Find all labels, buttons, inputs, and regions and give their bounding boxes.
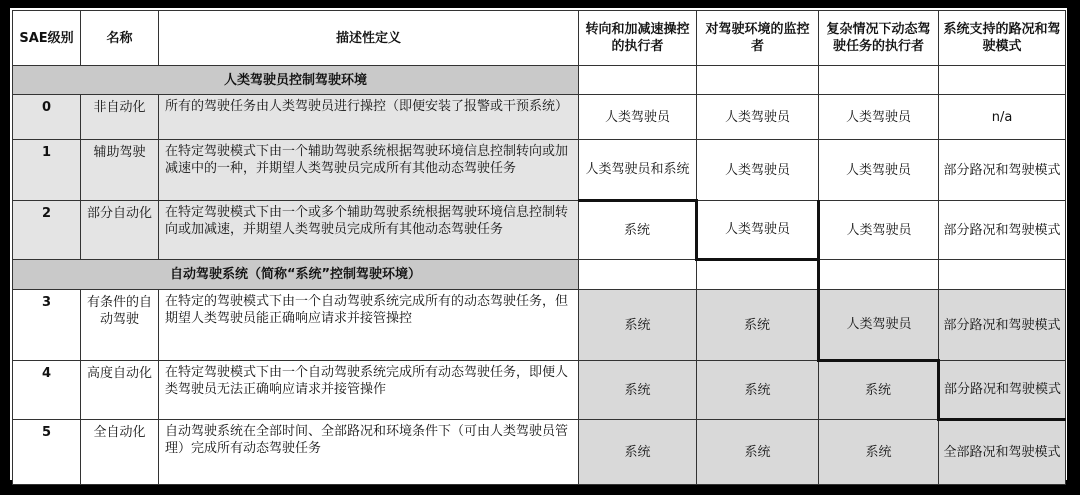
level-cell: 1: [13, 140, 81, 201]
header-steering-executor: 转向和加减速操控的执行者: [579, 11, 697, 66]
section-blank: [697, 260, 819, 290]
mode-cell: 部分路况和驾驶模式: [939, 140, 1066, 201]
section-label-system: 自动驾驶系统（简称“系统”控制驾驶环境）: [13, 260, 579, 290]
description-cell: 在特定驾驶模式下由一个辅助驾驶系统根据驾驶环境信息控制转向或加减速中的一种，并期望人类驾驶员完成所有其他动态驾驶任务: [159, 140, 579, 201]
description-cell: 在特定驾驶模式下由一个自动驾驶系统完成所有动态驾驶任务，即便人类驾驶员无法正确响应请求并接管操作: [159, 361, 579, 420]
name-cell: 全自动化: [81, 420, 159, 485]
monitor-cell: 人类驾驶员: [697, 201, 819, 260]
name-cell: 部分自动化: [81, 201, 159, 260]
monitor-cell: 系统: [697, 290, 819, 361]
section-row-system: [13, 260, 1066, 290]
table-row: [13, 290, 1066, 361]
monitor-cell: 系统: [697, 420, 819, 485]
monitor-cell: 人类驾驶员: [697, 95, 819, 140]
fallback-cell: 人类驾驶员: [819, 140, 939, 201]
header-environment-monitor: 对驾驶环境的监控者: [697, 11, 819, 66]
steering-cell: 人类驾驶员和系统: [579, 140, 697, 201]
monitor-cell: 人类驾驶员: [697, 140, 819, 201]
header-description: 描述性定义: [159, 11, 579, 66]
description-cell: 在特定的驾驶模式下由一个自动驾驶系统完成所有的动态驾驶任务，但期望人类驾驶员能正确响应请求并接管操控: [159, 290, 579, 361]
section-row-human: [13, 66, 1066, 95]
level-cell: 3: [13, 290, 81, 361]
mode-cell: n/a: [939, 95, 1066, 140]
mode-cell: 部分路况和驾驶模式: [939, 201, 1066, 260]
section-blank: [697, 66, 819, 95]
header-fallback-executor: 复杂情况下动态驾驶任务的执行者: [819, 11, 939, 66]
fallback-cell: 系统: [819, 361, 939, 420]
name-cell: 有条件的自动驾驶: [81, 290, 159, 361]
name-cell: 高度自动化: [81, 361, 159, 420]
fallback-cell: 系统: [819, 420, 939, 485]
section-blank: [939, 66, 1066, 95]
steering-cell: 系统: [579, 361, 697, 420]
section-blank: [939, 260, 1066, 290]
header-sae-level: SAE级别: [13, 11, 81, 66]
section-blank: [819, 66, 939, 95]
section-blank: [579, 66, 697, 95]
mode-cell: 部分路况和驾驶模式: [939, 290, 1066, 361]
steering-cell: 系统: [579, 201, 697, 260]
table-row: [13, 140, 1066, 201]
steering-cell: 人类驾驶员: [579, 95, 697, 140]
level-cell: 4: [13, 361, 81, 420]
table-row: [13, 95, 1066, 140]
mode-cell: 部分路况和驾驶模式: [939, 361, 1066, 420]
level-cell: 5: [13, 420, 81, 485]
sae-levels-table: [12, 10, 1066, 485]
description-cell: 在特定驾驶模式下由一个或多个辅助驾驶系统根据驾驶环境信息控制转向或加减速，并期望人类驾驶员完成所有其他动态驾驶任务: [159, 201, 579, 260]
section-blank: [579, 260, 697, 290]
steering-cell: 系统: [579, 290, 697, 361]
monitor-cell: 系统: [697, 361, 819, 420]
section-blank: [819, 260, 939, 290]
fallback-cell: 人类驾驶员: [819, 290, 939, 361]
header-name: 名称: [81, 11, 159, 66]
sae-levels-table-frame: [10, 8, 1067, 480]
table-header-row: [13, 11, 1066, 66]
name-cell: 非自动化: [81, 95, 159, 140]
table-row: [13, 201, 1066, 260]
description-cell: 自动驾驶系统在全部时间、全部路况和环境条件下（可由人类驾驶员管理）完成所有动态驾驶任务: [159, 420, 579, 485]
name-cell: 辅助驾驶: [81, 140, 159, 201]
table-row: [13, 420, 1066, 485]
steering-cell: 系统: [579, 420, 697, 485]
header-driving-modes: 系统支持的路况和驾驶模式: [939, 11, 1066, 66]
level-cell: 0: [13, 95, 81, 140]
description-cell: 所有的驾驶任务由人类驾驶员进行操控（即便安装了报警或干预系统）: [159, 95, 579, 140]
section-label-human: 人类驾驶员控制驾驶环境: [13, 66, 579, 95]
mode-cell: 全部路况和驾驶模式: [939, 420, 1066, 485]
fallback-cell: 人类驾驶员: [819, 95, 939, 140]
level-cell: 2: [13, 201, 81, 260]
fallback-cell: 人类驾驶员: [819, 201, 939, 260]
table-row: [13, 361, 1066, 420]
